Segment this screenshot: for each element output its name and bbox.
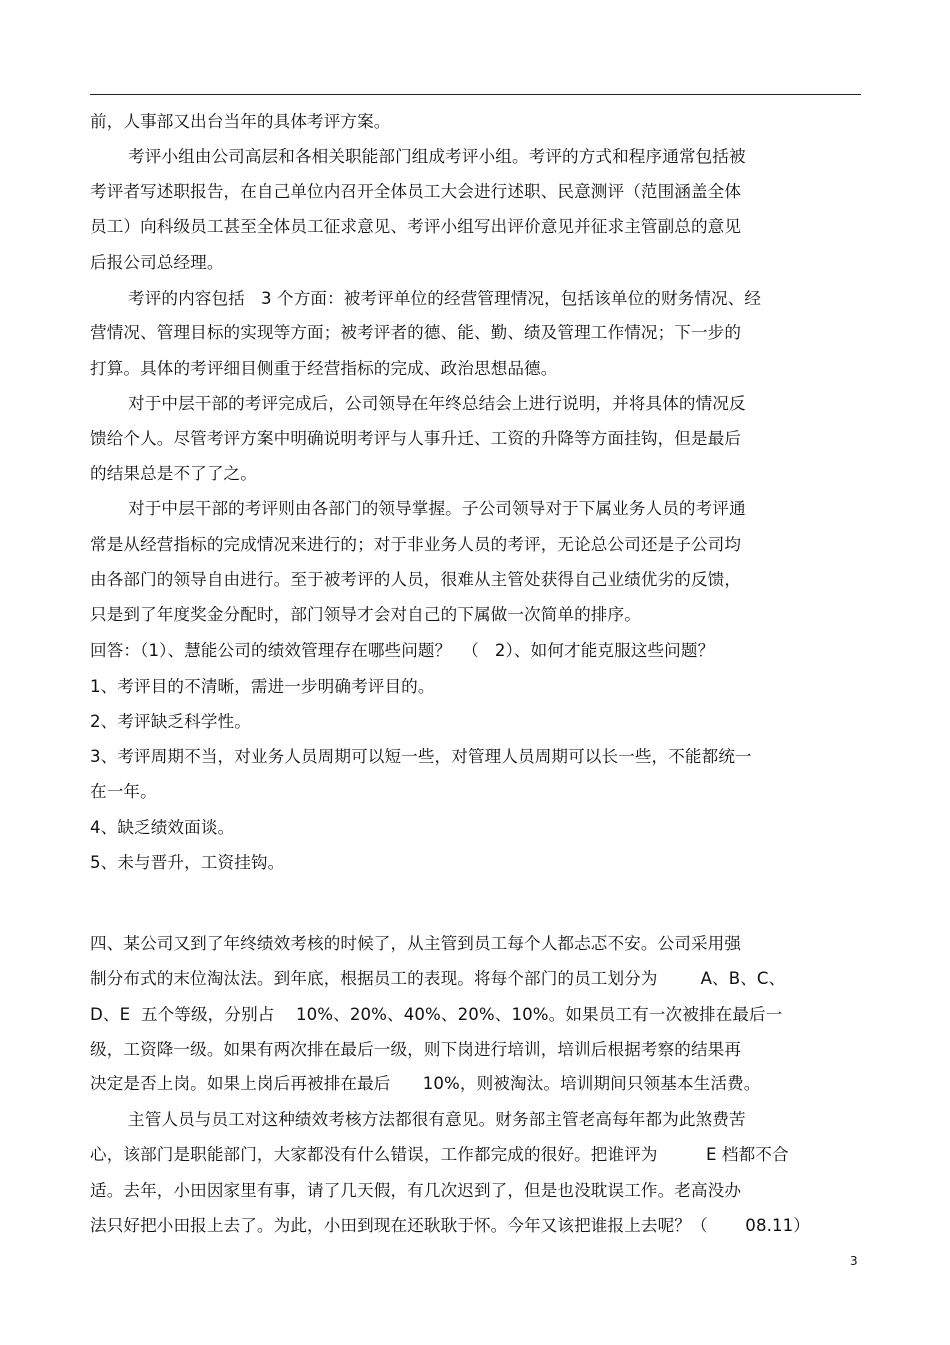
text-line: D、E 五个等级，分别占 10%、20%、40%、20%、10%。如果员工有一次被排在最后一 (90, 1005, 783, 1024)
text-line: 制分布式的末位淘汰法。到年底，根据员工的表现。将每个部门的员工划分为 A、B、C、 (90, 969, 786, 988)
text-line: 员工）向科级员工甚至全体员工征求意见、考评小组写出评价意见并征求主管副总的意见 (90, 217, 742, 236)
text-line: 心，该部门是职能部门，大家都没有什么错误，工作都完成的很好。把谁评为 E 档都不合 (90, 1145, 789, 1164)
text-line: 考评的内容包括 3 个方面：被考评单位的经营管理情况，包括该单位的财务情况、经 (128, 289, 762, 308)
text-line: 打算。具体的考评细目侧重于经营指标的完成、政治思想品德。 (90, 359, 558, 378)
text-line: 考评小组由公司高层和各相关职能部门组成考评小组。考评的方式和程序通常包括被 (128, 147, 746, 166)
header-rule (90, 94, 861, 95)
text-line: 5、未与晋升，工资挂钩。 (90, 853, 285, 872)
text-line: 馈给个人。尽管考评方案中明确说明考评与人事升迁、工资的升降等方面挂钩，但是最后 (90, 429, 742, 448)
text-line: 营情况、管理目标的实现等方面；被考评者的德、能、勤、绩及管理工作情况；下一步的 (90, 323, 742, 342)
text-line: 常是从经营指标的完成情况来进行的；对于非业务人员的考评，无论总公司还是子公司均 (90, 535, 742, 554)
page-number: 3 (850, 1254, 858, 1268)
text-line: 在一年。 (90, 782, 157, 801)
text-line: 只是到了年度奖金分配时，部门领导才会对自己的下属做一次简单的排序。 (90, 605, 641, 624)
text-line: 四、某公司又到了年终绩效考核的时候了，从主管到员工每个人都忐忑不安。公司采用强 (90, 934, 742, 953)
text-line: 对于中层干部的考评则由各部门的领导掌握。子公司领导对于下属业务人员的考评通 (128, 499, 746, 518)
text-line: 回答：（1）、慧能公司的绩效管理存在哪些问题？ （ 2）、如何才能克服这些问题？ (90, 641, 715, 660)
text-line: 后报公司总经理。 (90, 253, 224, 272)
text-line: 前，人事部又出台当年的具体考评方案。 (90, 112, 391, 131)
text-line: 2、考评缺乏科学性。 (90, 712, 251, 731)
text-line: 1、考评目的不清晰，需进一步明确考评目的。 (90, 677, 435, 696)
text-line: 主管人员与员工对这种绩效考核方法都很有意见。财务部主管老高每年都为此煞费苦 (128, 1110, 746, 1129)
text-line: 法只好把小田报上去了。为此，小田到现在还耿耿于怀。今年又该把谁报上去呢？（ 08.11） (90, 1216, 810, 1235)
text-line: 考评者写述职报告，在自己单位内召开全体员工大会进行述职、民意测评（范围涵盖全体 (90, 182, 742, 201)
text-line: 的结果总是不了了之。 (90, 464, 257, 483)
text-line: 由各部门的领导自由进行。至于被考评的人员，很难从主管处获得自己业绩优劣的反馈， (90, 570, 742, 589)
text-line: 3、考评周期不当，对业务人员周期可以短一些，对管理人员周期可以长一些，不能都统一 (90, 747, 752, 766)
text-line: 对于中层干部的考评完成后，公司领导在年终总结会上进行说明，并将具体的情况反 (128, 394, 746, 413)
text-line: 4、缺乏绩效面谈。 (90, 818, 235, 837)
text-line: 决定是否上岗。如果上岗后再被排在最后 10%，则被淘汰。培训期间只领基本生活费。 (90, 1074, 761, 1093)
text-line: 适。去年，小田因家里有事，请了几天假，有几次迟到了，但是也没耽误工作。老高没办 (90, 1181, 742, 1200)
text-line: 级，工资降一级。如果有两次排在最后一级，则下岗进行培训，培训后根据考察的结果再 (90, 1040, 742, 1059)
